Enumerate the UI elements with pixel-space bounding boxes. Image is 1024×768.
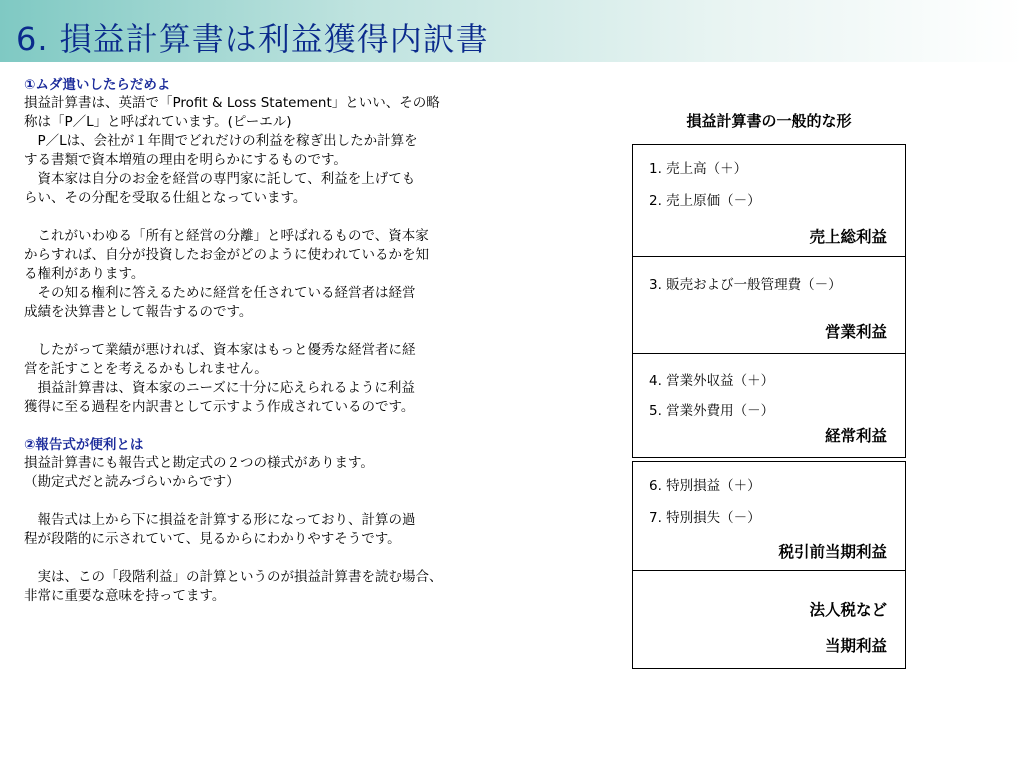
- paragraph-line: 報告式は上から下に損益を計算する形になっており、計算の過: [24, 512, 416, 528]
- paragraph-line: 損益計算書は、英語で「Profit & Loss Statement」といい、その略: [24, 95, 440, 111]
- paragraph-line: 損益計算書は、資本家のニーズに十分に応えられるように利益: [24, 380, 415, 396]
- paragraph-line: 程が段階的に示されていて、見るからにわかりやすそうです。: [24, 531, 401, 547]
- blank-line: [24, 208, 504, 227]
- paragraph-line: その知る権利に答えるために経営を任されている経営者は経営: [24, 285, 416, 301]
- paragraph-line: 成績を決算書として報告するのです。: [24, 304, 253, 320]
- section-body-2: [24, 454, 504, 606]
- section-heading-1: ①ムダ遣いしたらだめよ: [24, 77, 171, 93]
- section-heading-2: ②報告式が便利とは: [24, 437, 144, 453]
- paragraph-line: る権利があります。: [24, 266, 145, 282]
- paragraph-line: 営を託すことを考えるかもしれません。: [24, 361, 268, 377]
- paragraph-line: 損益計算書にも報告式と勘定式の２つの様式があります。: [24, 455, 374, 471]
- section-spacer: [24, 417, 504, 436]
- paragraph-line: したがって業績が悪ければ、資本家はもっと優秀な経営者に経: [24, 342, 416, 358]
- blank-line: [24, 492, 504, 511]
- paragraph-line: 実は、この「段階利益」の計算というのが損益計算書を読む場合、: [24, 569, 443, 585]
- paragraph-line: 資本家は自分のお金を経営の専門家に託して、利益を上げても: [24, 171, 416, 187]
- pl-item: 4. 営業外収益（＋）: [649, 373, 775, 389]
- pl-box-operating-income: [632, 256, 906, 355]
- paragraph-line: 非常に重要な意味を持ってます。: [24, 588, 226, 604]
- pl-result: 法人税など: [809, 601, 887, 619]
- pl-result: 営業利益: [824, 323, 887, 341]
- paragraph-line: P／Lは、会社が１年間でどれだけの利益を稼ぎ出したか計算を: [24, 133, 418, 149]
- diagram-title: 損益計算書の一般的な形: [686, 112, 852, 130]
- blank-line: [24, 322, 504, 341]
- blank-line: [24, 549, 504, 568]
- explanation-text: [24, 76, 504, 606]
- pl-result: 売上総利益: [809, 228, 887, 246]
- pl-box-net-income: [632, 570, 906, 669]
- section-body-1: [24, 94, 504, 417]
- pl-item: 1. 売上高（＋）: [649, 161, 748, 177]
- paragraph-line: これがいわゆる「所有と経営の分離」と呼ばれるもので、資本家: [24, 228, 429, 244]
- paragraph-line: からすれば、自分が投資したお金がどのように使われているかを知: [24, 247, 429, 263]
- title-bar: [0, 0, 1024, 62]
- pl-result: 税引前当期利益: [778, 543, 887, 561]
- pl-box-gross-profit: [632, 144, 906, 257]
- paragraph-line: 称は「P／L」と呼ばれています。(ピーエル): [24, 114, 292, 130]
- pl-box-pretax-income: [632, 461, 906, 571]
- pl-item: 6. 特別損益（＋）: [649, 478, 761, 494]
- pl-box-ordinary-income: [632, 353, 906, 458]
- pl-item: 3. 販売および一般管理費（－）: [649, 277, 842, 293]
- paragraph-line: （勘定式だと読みづらいからです）: [24, 474, 240, 490]
- pl-item: 7. 特別損失（－）: [649, 510, 761, 526]
- paragraph-line: らい、その分配を受取る仕組となっています。: [24, 190, 307, 206]
- pl-result: 当期利益: [824, 637, 887, 655]
- paragraph-line: する書類で資本増殖の理由を明らかにするものです。: [24, 152, 347, 168]
- pl-result: 経常利益: [824, 427, 887, 445]
- paragraph-line: 獲得に至る過程を内訳書として示すよう作成されているのです。: [24, 399, 415, 415]
- slide-title: 6. 損益計算書は利益獲得内訳書: [16, 20, 489, 58]
- pl-item: 5. 営業外費用（－）: [649, 403, 775, 419]
- pl-item: 2. 売上原価（－）: [649, 193, 761, 209]
